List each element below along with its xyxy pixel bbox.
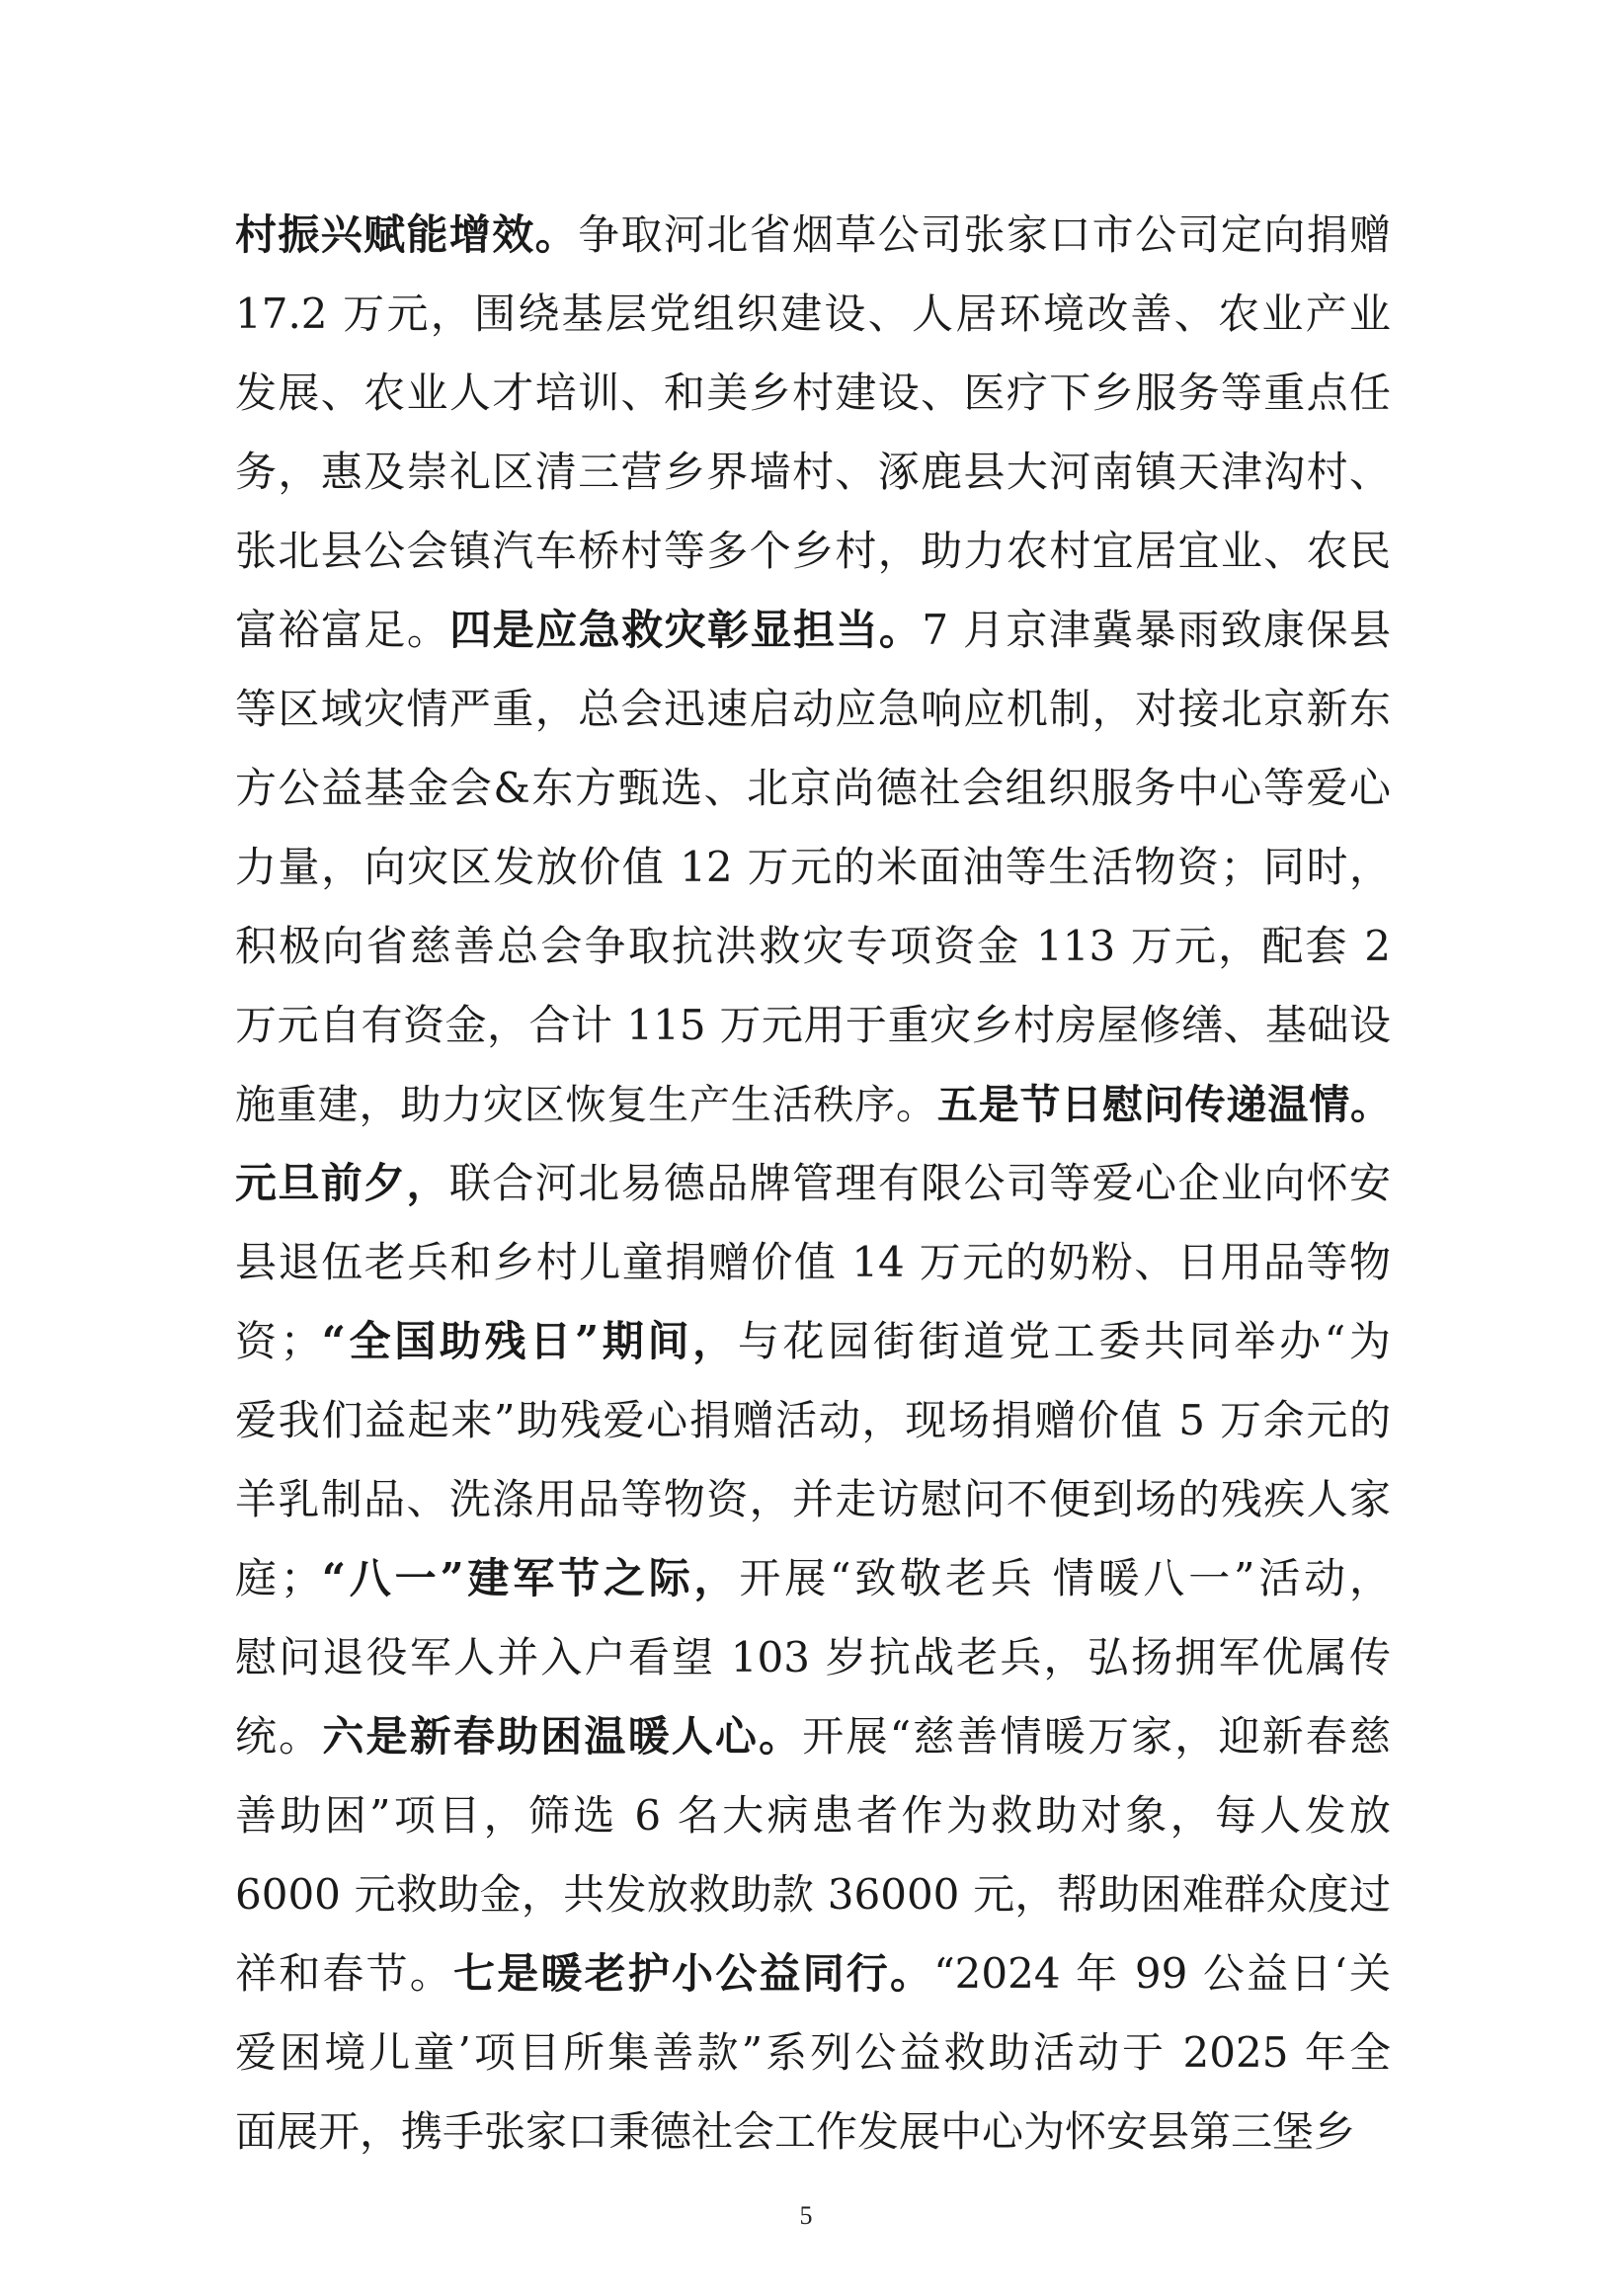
text-line xyxy=(235,433,1391,512)
text-line xyxy=(235,196,1391,275)
text-segment: 祥和春节。 xyxy=(235,1949,453,1998)
text-segment: 力量，向灾区发放价值 12 万元的米面油等生活物资；同时， xyxy=(235,843,1391,891)
text-line xyxy=(235,907,1391,986)
body-text xyxy=(235,196,1391,2172)
text-line xyxy=(235,1065,1391,1144)
text-segment: 羊乳制品、洗涤用品等物资，并走访慰问不便到场的残疾人家 xyxy=(235,1475,1391,1523)
bold-text-segment: 五是节日慰问传递温情。 xyxy=(936,1081,1391,1128)
text-line xyxy=(235,354,1391,433)
text-segment: 爱困境儿童’项目所集善款”系列公益救助活动于 2025 年全 xyxy=(235,2028,1391,2077)
text-line xyxy=(235,1381,1391,1460)
text-segment: 开展“慈善情暖万家，迎新春慈 xyxy=(802,1712,1391,1761)
text-segment: “2024 年 99 公益日‘关 xyxy=(933,1949,1391,1998)
bold-text-segment: “全国助残日”期间， xyxy=(321,1317,738,1365)
text-segment: 爱我们益起来”助残爱心捐赠活动，现场捐赠价值 5 万余元的 xyxy=(235,1396,1391,1444)
text-segment: 17.2 万元，围绕基层党组织建设、人居环境改善、农业产业 xyxy=(235,289,1391,338)
text-line xyxy=(235,749,1391,828)
text-segment: 等区域灾情严重，总会迅速启动应急响应机制，对接北京新东 xyxy=(235,685,1391,733)
text-segment: 争取河北省烟草公司张家口市公司定向捐赠 xyxy=(578,210,1391,259)
text-segment: 方公益基金会&东方甄选、北京尚德社会组织服务中心等爱心 xyxy=(235,764,1391,812)
text-segment: 务，惠及崇礼区清三营乡界墙村、涿鹿县大河南镇天津沟村、 xyxy=(235,448,1391,496)
bold-text-segment: 四是应急救灾彰显担当。 xyxy=(449,606,923,654)
text-segment: 慰问退役军人并入户看望 103 岁抗战老兵，弘扬拥军优属传 xyxy=(235,1633,1391,1681)
text-segment: 统。 xyxy=(235,1712,323,1761)
text-segment: 富裕富足。 xyxy=(235,606,450,654)
text-line xyxy=(235,591,1391,670)
text-segment: 与花园街街道党工委共同举办“为 xyxy=(737,1317,1391,1365)
text-line xyxy=(235,986,1391,1065)
text-segment: 善助困”项目，筛选 6 名大病患者作为救助对象，每人发放 xyxy=(235,1791,1391,1840)
bold-text-segment: 六是新春助困温暖人心。 xyxy=(322,1712,803,1761)
text-line xyxy=(235,2013,1391,2092)
text-segment: 庭； xyxy=(235,1554,322,1602)
text-line xyxy=(235,1776,1391,1855)
text-segment: 资； xyxy=(235,1317,322,1365)
bold-text-segment: 七是暖老护小公益同行。 xyxy=(453,1949,934,1998)
text-line xyxy=(235,1539,1391,1618)
text-line xyxy=(235,1223,1391,1302)
text-segment: 万元自有资金，合计 115 万元用于重灾乡村房屋修缮、基础设 xyxy=(235,1001,1391,1049)
text-line xyxy=(235,1460,1391,1539)
text-segment: 积极向省慈善总会争取抗洪救灾专项资金 113 万元，配套 2 xyxy=(235,922,1391,970)
text-segment: 联合河北易德品牌管理有限公司等爱心企业向怀安 xyxy=(448,1159,1391,1207)
bold-text-segment: “八一”建军节之际， xyxy=(321,1554,740,1602)
bold-text-segment: 村振兴赋能增效。 xyxy=(235,210,579,259)
text-segment: 6000 元救助金，共发放救助款 36000 元，帮助困难群众度过 xyxy=(235,1870,1391,1919)
text-line xyxy=(235,1697,1391,1776)
text-segment: 7 月京津冀暴雨致康保县 xyxy=(922,606,1391,654)
text-line xyxy=(235,1618,1391,1697)
text-segment: 张北县公会镇汽车桥村等多个乡村，助力农村宜居宜业、农民 xyxy=(235,527,1391,575)
text-line xyxy=(235,2092,1391,2172)
text-segment: 施重建，助力灾区恢复生产生活秩序。 xyxy=(235,1081,937,1128)
text-segment: 县退伍老兵和乡村儿童捐赠价值 14 万元的奶粉、日用品等物 xyxy=(235,1238,1391,1286)
text-line xyxy=(235,828,1391,907)
text-segment: 发展、农业人才培训、和美乡村建设、医疗下乡服务等重点任 xyxy=(235,369,1391,417)
text-line xyxy=(235,670,1391,749)
page-number: 5 xyxy=(799,2201,813,2230)
bold-text-segment: 元旦前夕， xyxy=(235,1159,449,1207)
text-line xyxy=(235,1934,1391,2013)
text-line xyxy=(235,1144,1391,1223)
text-line xyxy=(235,512,1391,591)
text-line xyxy=(235,1302,1391,1381)
text-segment: 面展开，携手张家口秉德社会工作发展中心为怀安县第三堡乡 xyxy=(235,2107,1356,2156)
text-segment: 开展“致敬老兵 情暖八一”活动， xyxy=(739,1554,1391,1602)
text-line xyxy=(235,1855,1391,1934)
text-line xyxy=(235,275,1391,354)
